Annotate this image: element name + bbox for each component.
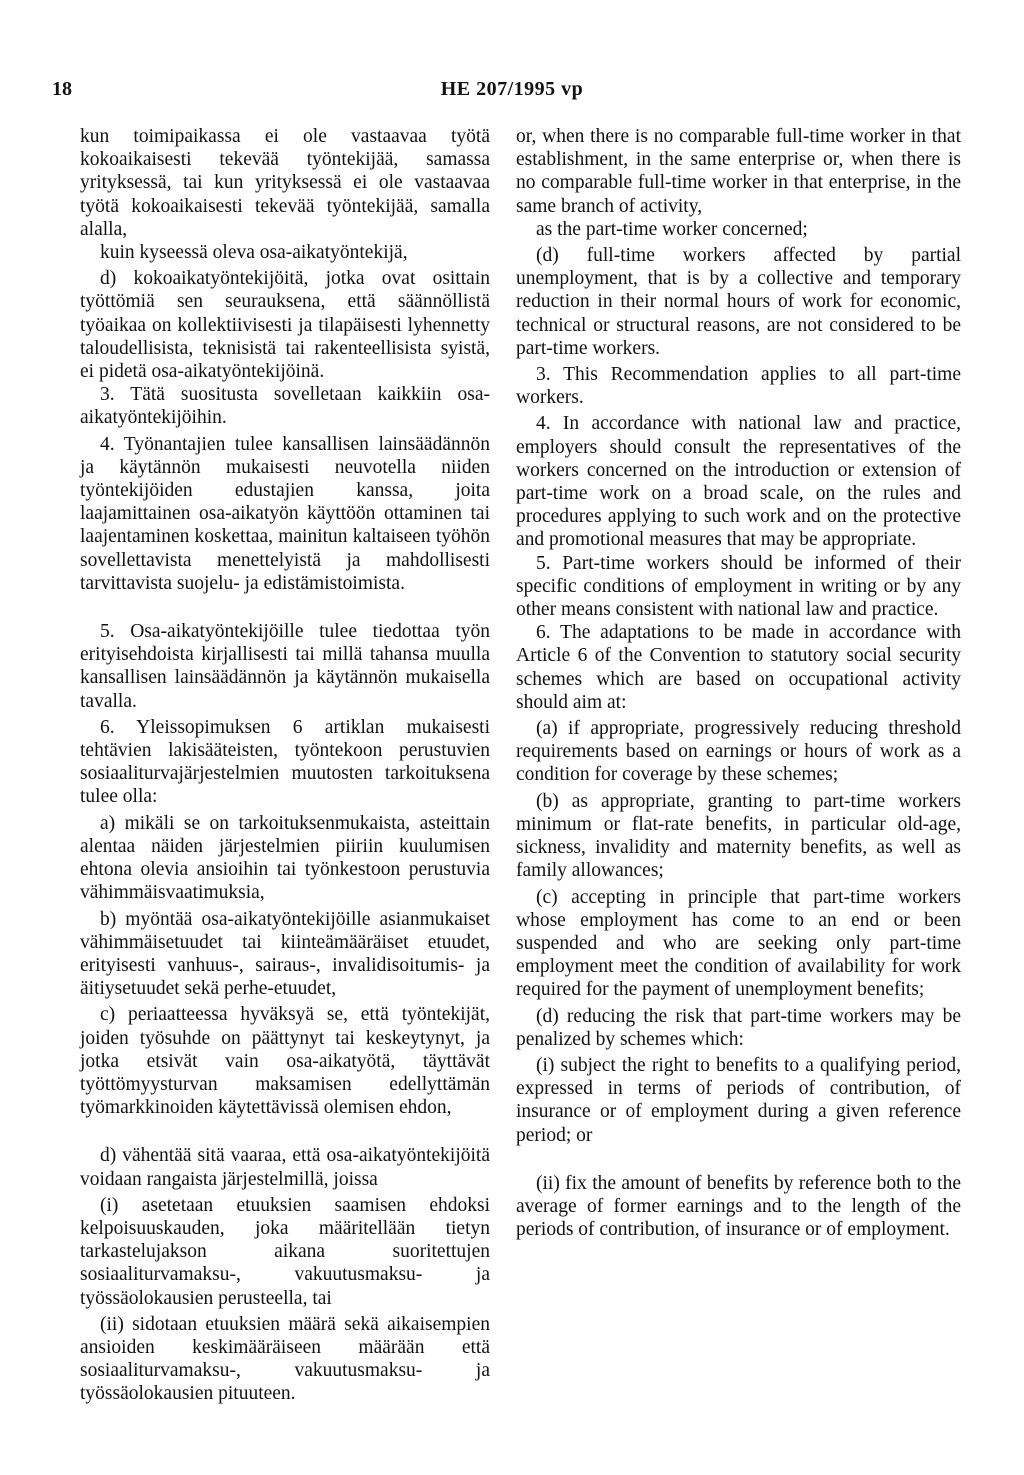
page-number: 18	[52, 78, 72, 100]
english-column	[516, 125, 961, 1241]
paragraph: (i) subject the right to benefits to a qualifying period, expressed in terms of periods of contribution, of insurance or of employment during a given reference period; or	[516, 1054, 961, 1146]
paragraph: 4. Työnantajien tulee kansallisen lainsäädännön ja käytännön mukaisesti neuvotella niiden työntekijöiden edustajien kanssa, joita laajamittainen osa-aikatyön käyttöön ottaminen tai laajentaminen koskettaa, mainitun kaltaiseen työhön sovellettavista menettelyistä ja mahdollisesti tarvittavista suojelu- ja edistämistoimista.	[80, 433, 490, 594]
paragraph: (d) reducing the risk that part-time workers may be penalized by schemes which:	[516, 1005, 961, 1050]
paragraph: (b) as appropriate, granting to part-time workers minimum or flat-rate benefits, in particular old-age, sickness, invalidity and maternity benefits, as well as family allowances;	[516, 790, 961, 882]
paragraph: d) kokoaikatyöntekijöitä, jotka ovat osittain työttömiä sen seurauksena, että säännöllistä työaikaa on kollektiivisesti ja tilapäisesti lyhennetty taloudellisista, teknisistä tai rakenteellisista syistä, ei pidetä osa-aikatyöntekijöinä.	[80, 268, 490, 383]
paragraph: (ii) fix the amount of benefits by reference both to the average of former earnings and to the length of the periods of contribution, of insurance or of employment.	[516, 1172, 961, 1241]
paragraph: 6. Yleissopimuksen 6 artiklan mukaisesti tehtävien lakisääteisten, työntekoon perustuvien sosiaaliturvajärjestelmien muutosten tarkoituksena tulee olla:	[80, 716, 490, 808]
paragraph: c) periaatteessa hyväksyä se, että työntekijät, joiden työsuhde on päättynyt tai keskeytynyt, ja jotka etsivät vain osa-aikatyötä, täyttävät työttömyysturvan maksamisen edellyttämän työmarkkinoiden käytettävissä olemisen ehdon,	[80, 1004, 490, 1119]
paragraph: b) myöntää osa-aikatyöntekijöille asianmukaiset vähimmäisetuudet tai kiinteämääräiset etuudet, erityisesti vanhuus-, sairaus-, invalidisoitumis- ja äitiysetuudet sekä perhe-etuudet,	[80, 908, 490, 1000]
finnish-column	[80, 125, 490, 1406]
paragraph: kuin kyseessä oleva osa-aikatyöntekijä,	[100, 242, 408, 264]
paragraph: (d) full-time workers affected by partial unemployment, that is by a collective and temporary reduction in their normal hours of work for economic, technical or structural reasons, are not considered to be part-time workers.	[516, 245, 961, 359]
paragraph: as the part-time worker concerned;	[536, 218, 808, 240]
paragraph: d) vähentää sitä vaaraa, että osa-aikatyöntekijöitä voidaan rangaista järjestelmillä, joissa	[80, 1145, 490, 1190]
paragraph: 6. The adaptations to be made in accordance with Article 6 of the Convention to statutory social security schemes which are based on occupational activity should aim at:	[516, 622, 961, 713]
running-head: HE 207/1995 vp	[440, 78, 584, 100]
paragraph: (ii) sidotaan etuuksien määrä sekä aikaisempien ansioiden keskimääräiseen määrään että sosiaaliturvamaksu-, vakuutusmaksu- ja työssäolokausien pituuteen.	[80, 1313, 490, 1405]
paragraph: a) mikäli se on tarkoituksenmukaista, asteittain alentaa näiden järjestelmien piiriin kuulumisen ehtona olevia ansioihin tai työnkestoon perustuvia vähimmäisvaatimuksia,	[80, 812, 490, 904]
paragraph: 3. This Recommendation applies to all part-time workers.	[516, 364, 961, 409]
paragraph: (c) accepting in principle that part-time workers whose employment has come to an end or been suspended and who are seeking only part-time employment meet the condition of availability for work required for the payment of unemployment benefits;	[516, 886, 961, 1001]
page-header	[0, 78, 1024, 108]
paragraph: 5. Part-time workers should be informed of their specific conditions of employment in writing or by any other means consistent with national law and practice.	[516, 552, 961, 621]
paragraph: (a) if appropriate, progressively reducing threshold requirements based on earnings or hours of work as a condition for coverage by these schemes;	[516, 718, 961, 786]
paragraph: or, when there is no comparable full-time worker in that establishment, in the same enterprise or, when there is no comparable full-time worker in that enterprise, in the same branch of activity,	[516, 126, 961, 217]
paragraph: 3. Tätä suositusta sovelletaan kaikkiin osa-aikatyöntekijöihin.	[80, 384, 490, 429]
paragraph: 4. In accordance with national law and practice, employers should consult the representatives of the workers concerned on the introduction or extension of part-time work on a broad scale, on the rules and procedures applying to such work and on the protective and promotional measures that may be appropriate.	[516, 413, 961, 551]
paragraph: kun toimipaikassa ei ole vastaavaa työtä kokoaikaisesti tekevää työntekijää, samassa yrityksessä, tai kun yrityksessä ei ole vastaavaa työtä kokoaikaisesti tekevää työntekijää, samalla alalla,	[80, 126, 490, 240]
paragraph: (i) asetetaan etuuksien saamisen ehdoksi kelpoisuuskauden, joka määritellään tietyn tarkastelujakson aikana suoritettujen sosiaaliturvamaksu-, vakuutusmaksu- ja työssäolokausien perusteella, tai	[80, 1194, 490, 1309]
paragraph: 5. Osa-aikatyöntekijöille tulee tiedottaa työn erityisehdoista kirjallisesti tai millä tahansa muulla kansallisen lainsäädännön ja käytännön mukaisella tavalla.	[80, 621, 490, 712]
